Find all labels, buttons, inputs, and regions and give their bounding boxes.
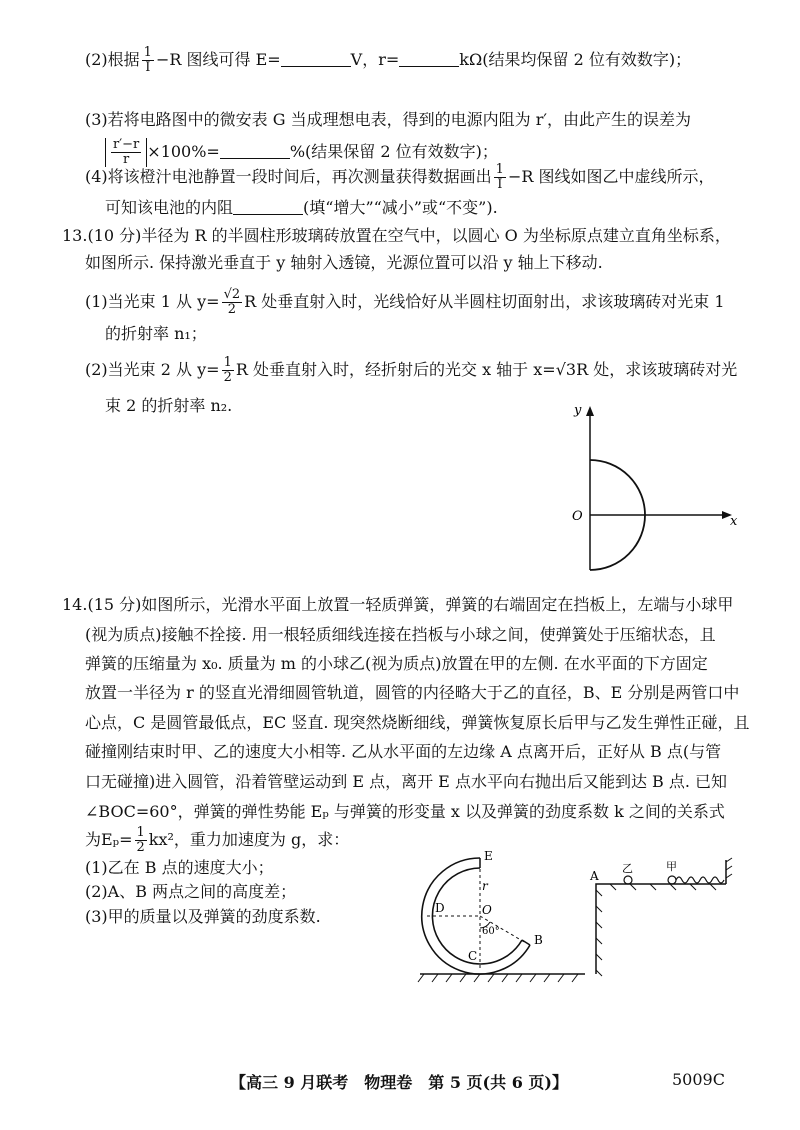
q12-part4-line1: (4)将该橙汁电池静置一段时间后，再次测量获得数据画出 $\frac{1}{I}$ −R 图线如图乙中虚线所示， [85, 162, 715, 192]
q14-line6: 碰撞刚结束时甲、乙的速度大小相等. 乙从水平面的左边缘 A 点离开后，正好从 B 点(与管 [85, 742, 722, 761]
q14-sub2: (2)A、B 两点之间的高度差； [85, 882, 297, 901]
answer-blank-r [399, 50, 459, 67]
q12-part3-line2: $\frac{r'-r}{r}$ ×100%= %(结果保留 2 位有效数字)； [105, 138, 498, 167]
platform-hatching [596, 884, 716, 976]
x-axis-label: x [730, 514, 738, 529]
q14-line4: 放置一半径为 r 的竖直光滑细圆管轨道，圆管的内径略大于乙的直径，B、E 分别是两管口中 [85, 683, 740, 702]
q13-heading: 13.(10 分)半径为 R 的半圆柱形玻璃砖放置在空气中，以圆心 O 为坐标原点建立直角坐标系， [62, 226, 731, 245]
label-e: E [484, 849, 493, 863]
q14-line8: ∠BOC=60°，弹簧的弹性势能 Eₚ 与弹簧的形变量 x 以及弹簧的劲度系数 k 之间的关系式 [85, 802, 725, 821]
ground-hatching [418, 974, 578, 982]
q14-line7: 口无碰撞)进入圆管，沿着管壁运动到 E 点，离开 E 点水平向右抛出后又能到达 B 点. 已知 [85, 772, 728, 791]
label-c: C [468, 949, 478, 963]
spring [676, 877, 724, 883]
wall-hatching [726, 858, 732, 878]
q13-part1-line2: 的折射率 n₁； [105, 324, 207, 343]
q12-part4-line2: 可知该电池的内阻 (填“增大”“减小”或“不变”). [105, 198, 498, 217]
answer-blank-error [220, 142, 290, 159]
q12-part3-line1: (3)若将电路图中的微安表 G 当成理想电表，得到的电源内阻为 r′，由此产生的误差为 [85, 110, 691, 129]
y-axis-arrow [586, 406, 594, 416]
label-r: r [482, 879, 488, 893]
q13-heading-line2: 如图所示. 保持激光垂直于 y 轴射入透镜，光源位置可以沿 y 轴上下移动. [85, 253, 603, 272]
q14-line5: 心点，C 是圆管最低点，EC 竖直. 现突然烧断细线，弹簧恢复原长后甲与乙发生弹性正碰，且 [85, 713, 750, 732]
label-jia: 甲 [666, 860, 677, 873]
q13-part1-line1: (1)当光束 1 从 y= $\frac{√2}{2}$ R 处垂直射入时，光线恰好从半圆柱切面射出，求该玻璃砖对光束 1 [85, 287, 725, 317]
q13-part2-line1: (2)当光束 2 从 y= $\frac{1}{2}$ R 处垂直射入时，经折射后的光交 x 轴于 x=√3R 处，求该玻璃砖对光 [85, 355, 738, 385]
answer-blank-resistance [233, 198, 303, 215]
q14-apparatus-figure [410, 846, 740, 986]
label-o: O [482, 903, 492, 917]
label-angle: 60° [482, 926, 500, 937]
label-d: D [435, 901, 445, 915]
tube-end-b [522, 940, 530, 945]
y-axis-label: y [574, 403, 582, 418]
ball-yi [624, 876, 632, 884]
page-footer-title: 【高三 9 月联考 物理卷 第 5 页(共 6 页)】 [230, 1073, 568, 1092]
label-b: B [534, 933, 543, 947]
q14-line2: (视为质点)接触不拴接. 用一根轻质细线连接在挡板与小球之间，使弹簧处于压缩状态，且 [85, 625, 716, 644]
q13-semicircle-figure [560, 400, 750, 580]
q14-sub1: (1)乙在 B 点的速度大小； [85, 858, 274, 877]
q12-part2: (2)根据 $\frac{1}{I}$ −R 图线可得 E= V，r= kΩ(结果均保留 2 位有效数字)； [85, 45, 692, 75]
q14-line1: 14.(15 分)如图所示，光滑水平面上放置一轻质弹簧，弹簧的右端固定在挡板上，左端与小球甲 [62, 595, 734, 614]
platform-surface [596, 884, 726, 974]
q14-line9: 为Eₚ= $\frac{1}{2}$ kx²，重力加速度为 g，求： [85, 825, 350, 855]
ball-jia [668, 876, 676, 884]
origin-label: O [572, 509, 583, 524]
answer-blank-e [281, 50, 351, 67]
label-a: A [590, 869, 599, 883]
page-footer-code: 5009C [672, 1070, 725, 1089]
q14-line3: 弹簧的压缩量为 x₀. 质量为 m 的小球乙(视为质点)放置在甲的左侧. 在水平面的下方固定 [85, 654, 708, 673]
q14-sub3: (3)甲的质量以及弹簧的劲度系数. [85, 907, 321, 926]
q13-part2-line2: 束 2 的折射率 n₂. [105, 396, 233, 415]
label-yi: 乙 [622, 862, 633, 875]
